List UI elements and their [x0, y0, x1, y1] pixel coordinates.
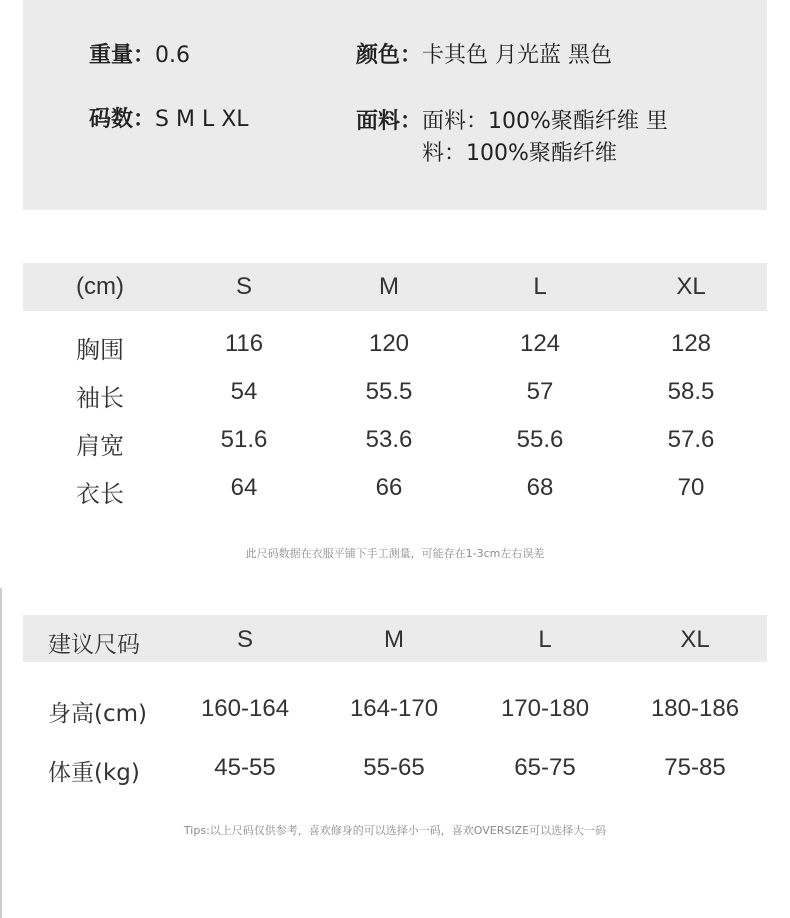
measure-cell: 70 — [677, 474, 705, 501]
recommend-size-header: S — [236, 626, 254, 653]
measure-cell: 57 — [526, 378, 554, 405]
recommend-header-label: 建议尺码 — [48, 632, 140, 658]
measure-size-header: S — [235, 273, 253, 300]
colors-label: 颜色： — [356, 43, 423, 68]
recommend-size-header: L — [538, 626, 552, 653]
measure-row-label: 胸围 — [76, 337, 124, 364]
measure-cell: 55.6 — [516, 426, 564, 453]
recommend-cell: 45-55 — [214, 754, 276, 781]
recommend-cell: 65-75 — [514, 754, 576, 781]
measure-cell: 120 — [368, 330, 410, 357]
measure-row-label: 肩宽 — [76, 433, 124, 460]
fabric-label: 面料： — [356, 109, 423, 134]
measure-cell: 53.6 — [365, 426, 413, 453]
measure-cell: 64 — [230, 474, 258, 501]
colors-value: 卡其色 月光蓝 黑色 — [422, 43, 613, 68]
fabric-field — [356, 106, 696, 170]
measure-cell: 55.5 — [365, 378, 413, 405]
measure-cell: 128 — [670, 330, 712, 357]
recommend-size-header: XL — [680, 626, 710, 653]
measure-cell: 51.6 — [220, 426, 268, 453]
measure-cell: 68 — [526, 474, 554, 501]
measure-row-label: 衣长 — [76, 481, 124, 508]
recommend-row-label: 体重(kg) — [48, 760, 140, 786]
fabric-value: 面料：100%聚酯纤维 里料：100%聚酯纤维 — [422, 109, 668, 166]
colors-field — [356, 40, 612, 72]
recommend-size-header: M — [384, 626, 404, 653]
measure-cell: 124 — [519, 330, 561, 357]
measure-size-header: L — [533, 273, 547, 300]
weight-value: 0.6 — [155, 43, 191, 68]
measure-note: 此尺码数据在衣服平铺下手工测量，可能存在1-3cm左右误差 — [245, 547, 545, 560]
measure-cell: 116 — [224, 330, 264, 357]
recommend-cell: 160-164 — [200, 695, 290, 722]
measure-size-header: XL — [676, 273, 706, 300]
recommend-cell: 55-65 — [363, 754, 425, 781]
measure-row-label: 袖长 — [76, 385, 124, 412]
weight-label: 重量： — [89, 43, 156, 68]
sizes-value: S M L XL — [155, 107, 249, 132]
measure-cell: 66 — [375, 474, 403, 501]
recommend-row-label: 身高(cm) — [48, 701, 147, 727]
measure-cell: 58.5 — [667, 378, 715, 405]
recommend-note: Tips:以上尺码仅供参考，喜欢修身的可以选择小一码，喜欢OVERSIZE可以选择大一码 — [183, 824, 607, 837]
measure-size-header: M — [379, 273, 399, 300]
weight-field — [89, 40, 190, 72]
measure-unit-header: (cm) — [76, 273, 124, 300]
measure-cell: 54 — [230, 378, 258, 405]
measure-cell: 57.6 — [667, 426, 715, 453]
recommend-cell: 75-85 — [664, 754, 726, 781]
divider-line — [0, 588, 2, 918]
sizes-label: 码数： — [89, 107, 156, 132]
sizes-field — [89, 104, 249, 136]
recommend-cell: 164-170 — [349, 695, 439, 722]
recommend-cell: 180-186 — [650, 695, 740, 722]
recommend-cell: 170-180 — [500, 695, 590, 722]
